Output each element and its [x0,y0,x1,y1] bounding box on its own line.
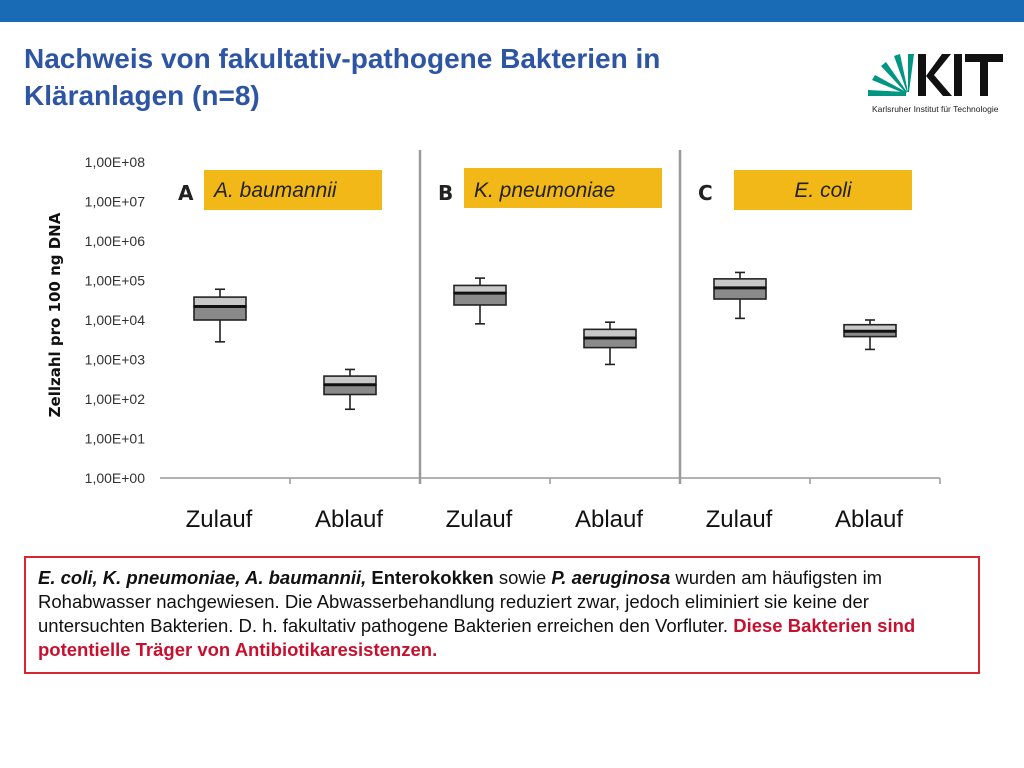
organism-label: E. coli [794,179,852,202]
note-enterokokken: Enterokokken [371,567,494,588]
organism-label: K. pneumoniae [474,179,616,202]
x-category-label: Ablauf [314,506,384,533]
slide-title [24,40,824,114]
y-tick-label: 1,00E+03 [84,351,145,368]
panel-letter: A [178,181,194,205]
note-body: wurden am häufigsten im Rohabwasser nachgewiesen. Die Abwasserbehandlung reduziert zwar, jedoch eliminiert sie keine der untersuchten Bakterien. D. h. fakultativ pathogene Bakterien erreichen den Vorfluter. [38,567,883,636]
y-tick-label: 1,00E+04 [84,312,145,328]
note-highlight: Diese Bakterien sind potentielle Träger von Antibiotikaresistenzen. [38,615,916,660]
box-ablauf [324,369,376,409]
panel-letter: B [438,181,454,205]
box-ablauf [584,322,636,364]
title-line-1: Nachweis von fakultativ-pathogene Bakterien in [24,43,661,74]
box-zulauf [454,278,506,324]
box-plot-chart [0,130,1024,550]
panel-letter: C [698,181,713,205]
y-tick-label: 1,00E+05 [84,272,145,289]
kit-fan-logo-icon [868,54,914,96]
x-category-label: Zulauf [445,506,513,533]
note-sowie: sowie [493,567,552,588]
kit-wordmark: KIT [862,44,864,45]
y-tick-label: 1,00E+06 [84,233,145,249]
summary-note-box [24,556,980,674]
y-tick-label: 1,00E+07 [84,193,145,210]
y-axis-label: Zellzahl pro 100 ng DNA [46,212,64,418]
y-tick-label: 1,00E+00 [84,470,145,486]
box-zulauf [714,272,766,318]
top-bar [0,0,1024,22]
box-lower-half [454,293,506,305]
y-tick-label: 1,00E+02 [84,391,145,407]
x-category-label: Ablauf [834,506,904,533]
x-category-label: Zulauf [705,506,773,533]
y-tick-label: 1,00E+08 [84,154,145,170]
note-species: E. coli, K. pneumoniae, A. baumannii, [38,567,367,588]
box-lower-half [194,306,246,320]
organism-label: A. baumannii [214,179,337,202]
box-ablauf [844,320,896,349]
title-line-2: Kläranlagen (n=8) [24,80,260,111]
kit-subtitle: Karlsruher Institut für Technologie [872,104,999,114]
x-category-label: Zulauf [185,506,253,533]
box-zulauf [194,289,246,342]
note-aeruginosa: P. aeruginosa [551,567,671,588]
y-tick-label: 1,00E+01 [84,430,145,447]
x-category-label: Ablauf [574,506,644,533]
box-lower-half [714,288,766,299]
